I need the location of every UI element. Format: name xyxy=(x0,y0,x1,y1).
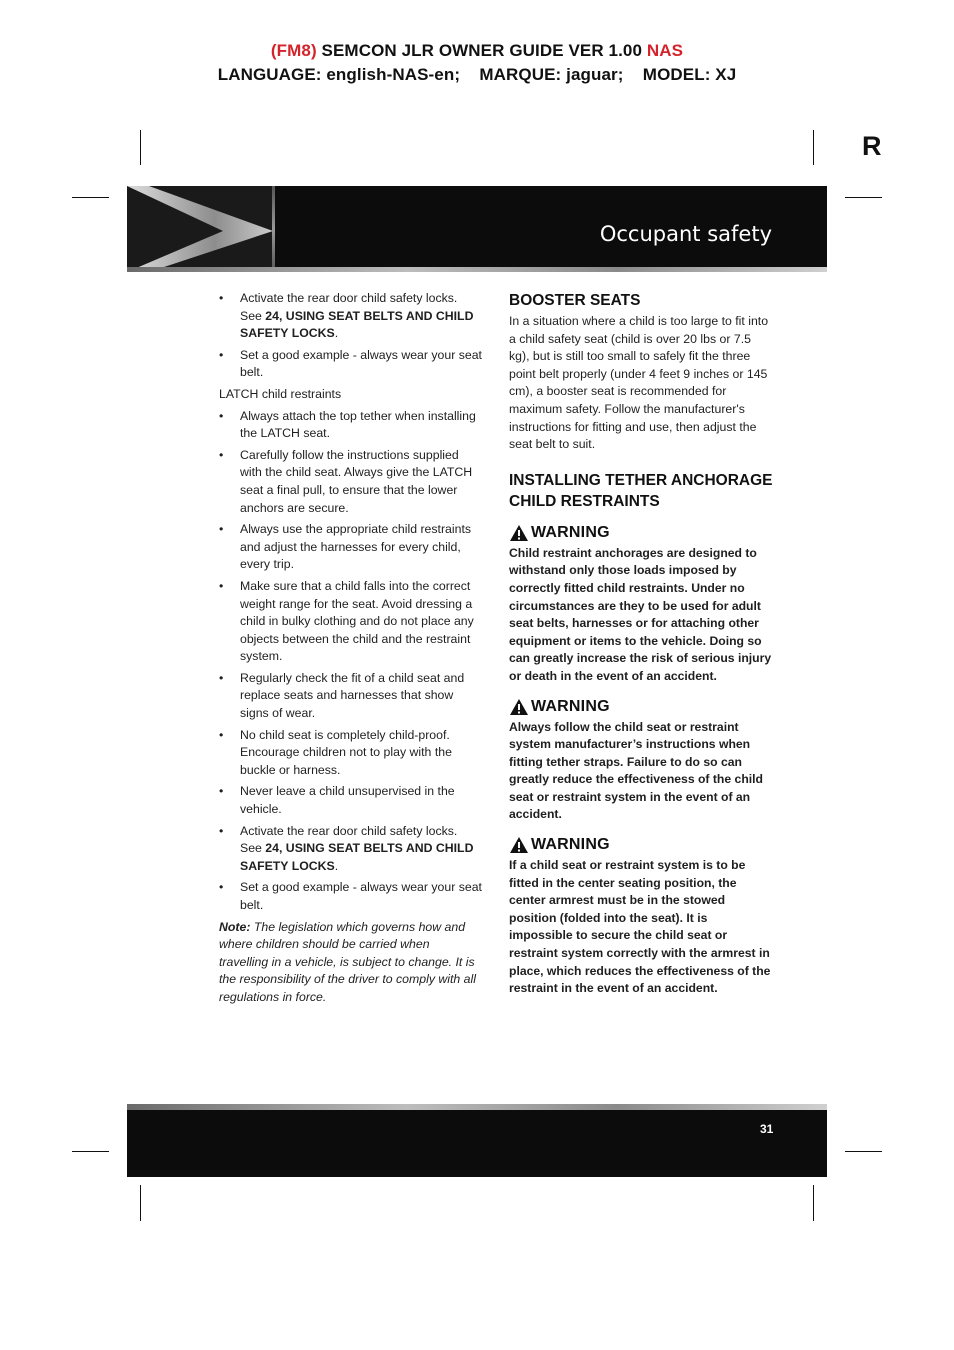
list-item: • Set a good example - always wear your seat belt. xyxy=(219,347,482,380)
crop-mark xyxy=(140,1185,141,1221)
warning-block xyxy=(509,696,773,825)
warning-text: If a child seat or restraint system is to be fitted in the center seating position, the center armrest must be in the stowed position (folded into the seat). It is impossible to secure the child seat or restraint system correctly with the armrest in place, which reduces the effectiveness of the restraint in the event of an accident. xyxy=(509,858,771,996)
bullet-dot-icon: • xyxy=(219,784,224,799)
list-item: • No child seat is completely child-proof. Encourage children not to play with the buckle or harness. xyxy=(219,727,452,777)
crop-mark xyxy=(845,197,882,198)
warning-label: WARNING xyxy=(531,523,610,541)
list-item: • Always attach the top tether when installing the LATCH seat. xyxy=(219,408,476,441)
corner-letter: R xyxy=(862,131,882,161)
list-item: • Carefully follow the instructions supplied with the child seat. Always give the LATCH seat a final pull, to ensure that the lower anchors are secure. xyxy=(219,447,473,515)
crop-mark xyxy=(140,130,141,165)
bullet-dot-icon: • xyxy=(219,880,224,895)
crop-mark xyxy=(72,197,109,198)
note-label: Note: xyxy=(219,919,251,934)
crop-mark xyxy=(813,1185,814,1221)
list-item: • Make sure that a child falls into the correct weight range for the seat. Avoid dressing a child in bulky clothing and do not place any objects between the child and the restraint system. xyxy=(219,578,474,664)
crop-mark xyxy=(72,1151,109,1152)
banner-divider xyxy=(272,186,275,272)
bullet-dot-icon: • xyxy=(219,522,224,537)
banner-metal-strip xyxy=(127,267,827,272)
header-guide-title: SEMCON JLR OWNER GUIDE VER 1.00 xyxy=(316,41,647,60)
left-column xyxy=(219,290,482,1007)
warning-label: WARNING xyxy=(531,836,610,854)
latch-label: LATCH child restraints xyxy=(219,386,342,401)
footer-metal-strip xyxy=(127,1104,827,1110)
bullet-dot-icon: • xyxy=(219,291,224,305)
header-fm-code: (FM8) xyxy=(270,41,317,60)
warning-label: WARNING xyxy=(531,697,610,715)
booster-seats-text: In a situation where a child is too large to fit into a child safety seat (child is over 20 lbs or 7.5 kg), but is still too small to safely fit the three point belt properly (under 4 feet 9 inches or 145 cm), a booster seat is recommended for maximum safety. Follow the manufacturer's instructions for fitting and use, then adjust the seat belt to suit. xyxy=(509,314,769,452)
cross-reference[interactable]: 24, USING SEAT BELTS AND CHILD SAFETY LOCKS xyxy=(240,841,474,873)
bullet-dot-icon: • xyxy=(219,408,224,423)
document-header-line-2: LANGUAGE: english-NAS-en; MARQUE: jaguar; MODEL: XJ xyxy=(217,65,737,84)
section-title: Occupant safety xyxy=(599,222,772,246)
section-banner xyxy=(127,186,827,272)
latch-tips-list xyxy=(219,408,482,915)
bullet-dot-icon: • xyxy=(219,578,224,593)
safety-tips-list xyxy=(219,290,482,382)
crop-mark xyxy=(845,1151,882,1152)
warning-triangle-icon xyxy=(509,836,529,854)
warning-text: Child restraint anchorages are designed to withstand only those loads imposed by correctly fitted child restraints. Under no circumstances are they to be used for adult seat belts, harnesses or for attaching other equipment or items to the vehicle. Doing so can greatly increase the risk of serious injury or death in the event of an accident. xyxy=(509,545,772,683)
warning-block xyxy=(509,522,773,686)
bullet-dot-icon: • xyxy=(219,447,224,462)
list-item: • Set a good example - always wear your seat belt. xyxy=(219,880,482,912)
right-column xyxy=(509,290,773,998)
list-item: • Activate the rear door child safety locks. See 24, USING SEAT BELTS AND CHILD SAFETY LOCKS. xyxy=(219,823,474,873)
list-item: • Activate the rear door child safety locks. See 24, USING SEAT BELTS AND CHILD SAFETY LOCKS. xyxy=(219,291,474,341)
booster-seats-heading: BOOSTER SEATS xyxy=(509,292,641,309)
warning-triangle-icon xyxy=(509,524,529,542)
tether-anchorage-heading: INSTALLING TETHER ANCHORAGE CHILD RESTRAINTS xyxy=(509,471,773,510)
legislation-note xyxy=(219,919,482,1007)
bullet-dot-icon: • xyxy=(219,727,224,742)
header-region: NAS xyxy=(646,41,684,60)
chevron-arrow-icon xyxy=(127,186,275,272)
bullet-dot-icon: • xyxy=(219,347,224,362)
note-text: The legislation which governs how and where children should be carried when travelling in a vehicle, is subject to change. It is the responsibility of the driver to comply with all regulations in force. xyxy=(219,919,476,1004)
warning-triangle-icon xyxy=(509,698,529,716)
list-item: • Never leave a child unsupervised in the vehicle. xyxy=(219,784,455,817)
crop-mark xyxy=(813,130,814,165)
bullet-dot-icon: • xyxy=(219,823,224,838)
document-header-line-1 xyxy=(0,41,954,61)
list-item: • Regularly check the fit of a child seat and replace seats and harnesses that show signs of wear. xyxy=(219,670,465,721)
page-number: 31 xyxy=(760,1122,774,1136)
bullet-dot-icon: • xyxy=(219,670,224,685)
cross-reference[interactable]: 24, USING SEAT BELTS AND CHILD SAFETY LOCKS xyxy=(240,308,474,341)
list-item: • Always use the appropriate child restraints and adjust the harnesses for every child, every trip. xyxy=(219,522,472,572)
page-footer xyxy=(127,1104,827,1177)
warning-text: Always follow the child seat or restraint system manufacturer’s instructions when fitting tether straps. Failure to do so can greatly reduce the effectiveness of the child seat or restraint system in the event of an accident. xyxy=(509,719,763,822)
warning-block xyxy=(509,834,773,998)
